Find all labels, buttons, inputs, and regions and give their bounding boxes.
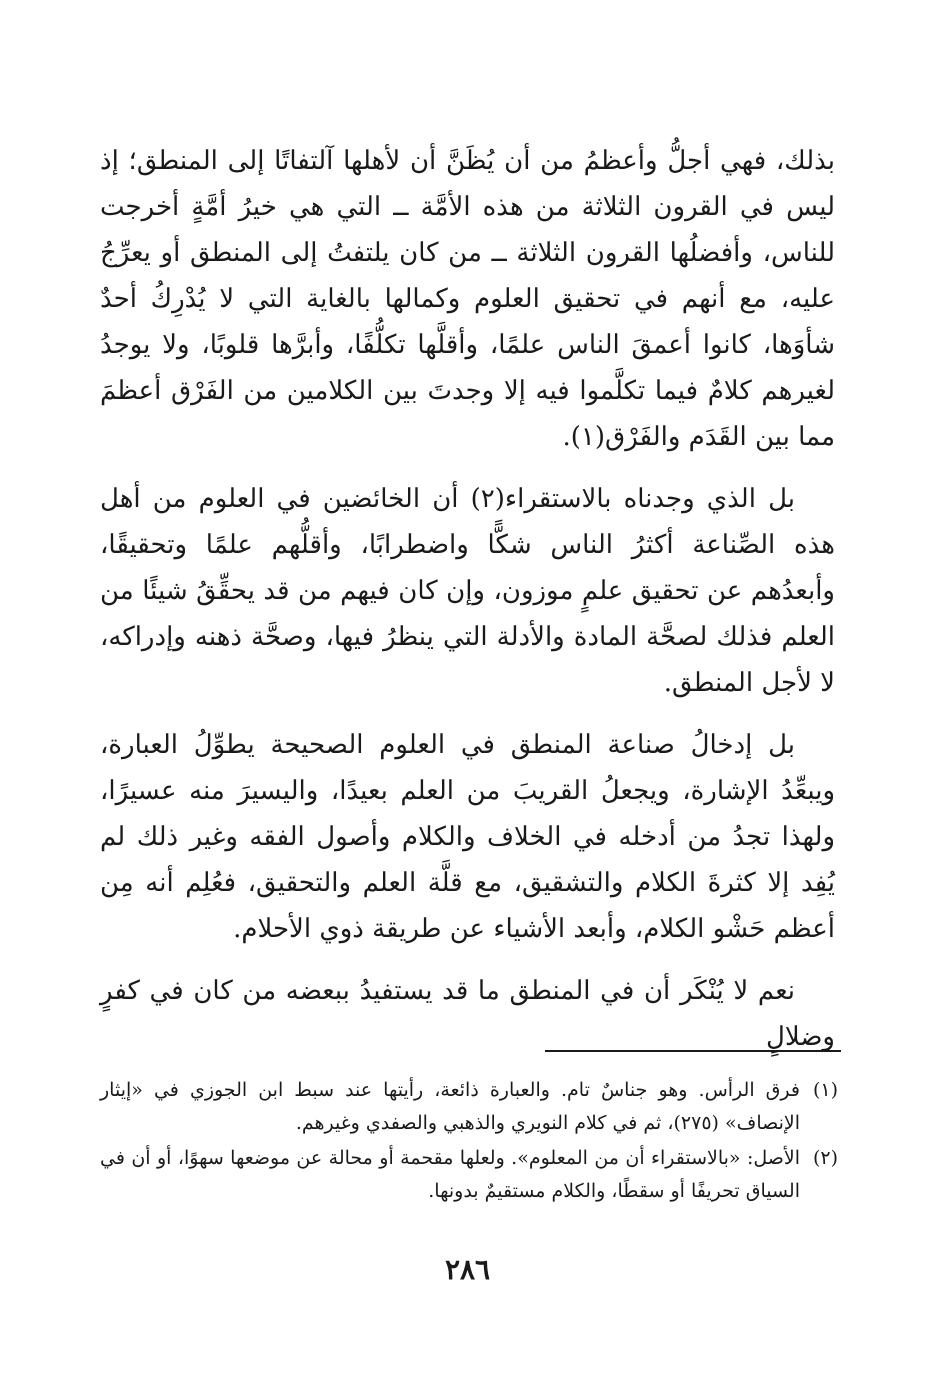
paragraph-4: نعم لا يُنْكَر أن في المنطق ما قد يستفيدُ ببعضه من كان في كفرٍ وضلالٍ [100,976,835,1052]
footnote-1 [100,1074,838,1140]
footnote-number: (١) [812,1079,838,1101]
paragraph-1: بذلك، فهي أجلُّ وأعظمُ من أن يُظَنَّ أن لأهلها آلتفاتًا إلى المنطق؛ إذ ليس في القرون الثلاثة من هذه الأمَّة ــ التي هي خيرُ أمَّةٍ أخرجت للناس، وأفضلُها القرون الثلاثة ــ من كان يلتفتُ إلى المنطق أو يعرِّجُ عليه، مع أنهم في تحقيق العلوم وكمالها بالغاية التي لا يُدْرِكُ أحدٌ شأوَها، كانوا أعمقَ الناس علمًا، وأقلَّها تكلُّفًا، وأبرَّها قلوبًا، ولا يوجدُ لغيرهم كلامٌ فيما تكلَّموا فيه إلا وجدتَ بين الكلامين من الفَرْق أعظمَ مما بين القَدَم والفَرْق(١). [100,146,835,452]
paragraph-2: بل الذي وجدناه بالاستقراء(٢) أن الخائضين في العلوم من أهل هذه الصِّناعة أكثرُ الناس شكًّا واضطرابًا، وأقلُّهم علمًا وتحقيقًا، وأبعدُهم عن تحقيق علمٍ موزون، وإن كان فيهم من قد يحقِّقُ شيئًا من العلم فذلك لصحَّة المادة والأدلة التي ينظرُ فيها، وصحَّة ذهنه وإدراكه، لا لأجل المنطق. [100,484,835,698]
page-number: ٢٨٦ [444,1253,491,1286]
footnote-2 [100,1142,838,1208]
main-text-body [100,138,835,1076]
footnote-number: (٢) [812,1147,838,1169]
footnote-text: فرق الرأس. وهو جناسٌ تام. والعبارة ذائعة، رأيتها عند سبط ابن الجوزي في «إيثار الإنصاف» (٢٧٥)، ثم في كلام النويري والذهبي والصفدي وغيرهم. [100,1079,800,1134]
footnote-divider [545,1050,841,1052]
footnotes-section [100,1074,838,1210]
paragraph-3: بل إدخالُ صناعة المنطق في العلوم الصحيحة يطوِّلُ العبارة، ويبعِّدُ الإشارة، ويجعلُ القريبَ من العلم بعيدًا، واليسيرَ منه عسيرًا، ولهذا تجدُ من أدخله في الخلاف والكلام وأصول الفقه وغير ذلك لم يُفِد إلا كثرةَ الكلام والتشقيق، مع قلَّة العلم والتحقيق، فعُلِم أنه مِن أعظم حَشْو الكلام، وأبعد الأشياء عن طريقة ذوي الأحلام. [100,730,835,944]
footnote-text: الأصل: «بالاستقراء أن من المعلوم». ولعلها مقحمة أو محالة عن موضعها سهوًا، أو أن في السياق تحريفًا أو سقطًا، والكلام مستقيمٌ بدونها. [100,1147,800,1202]
